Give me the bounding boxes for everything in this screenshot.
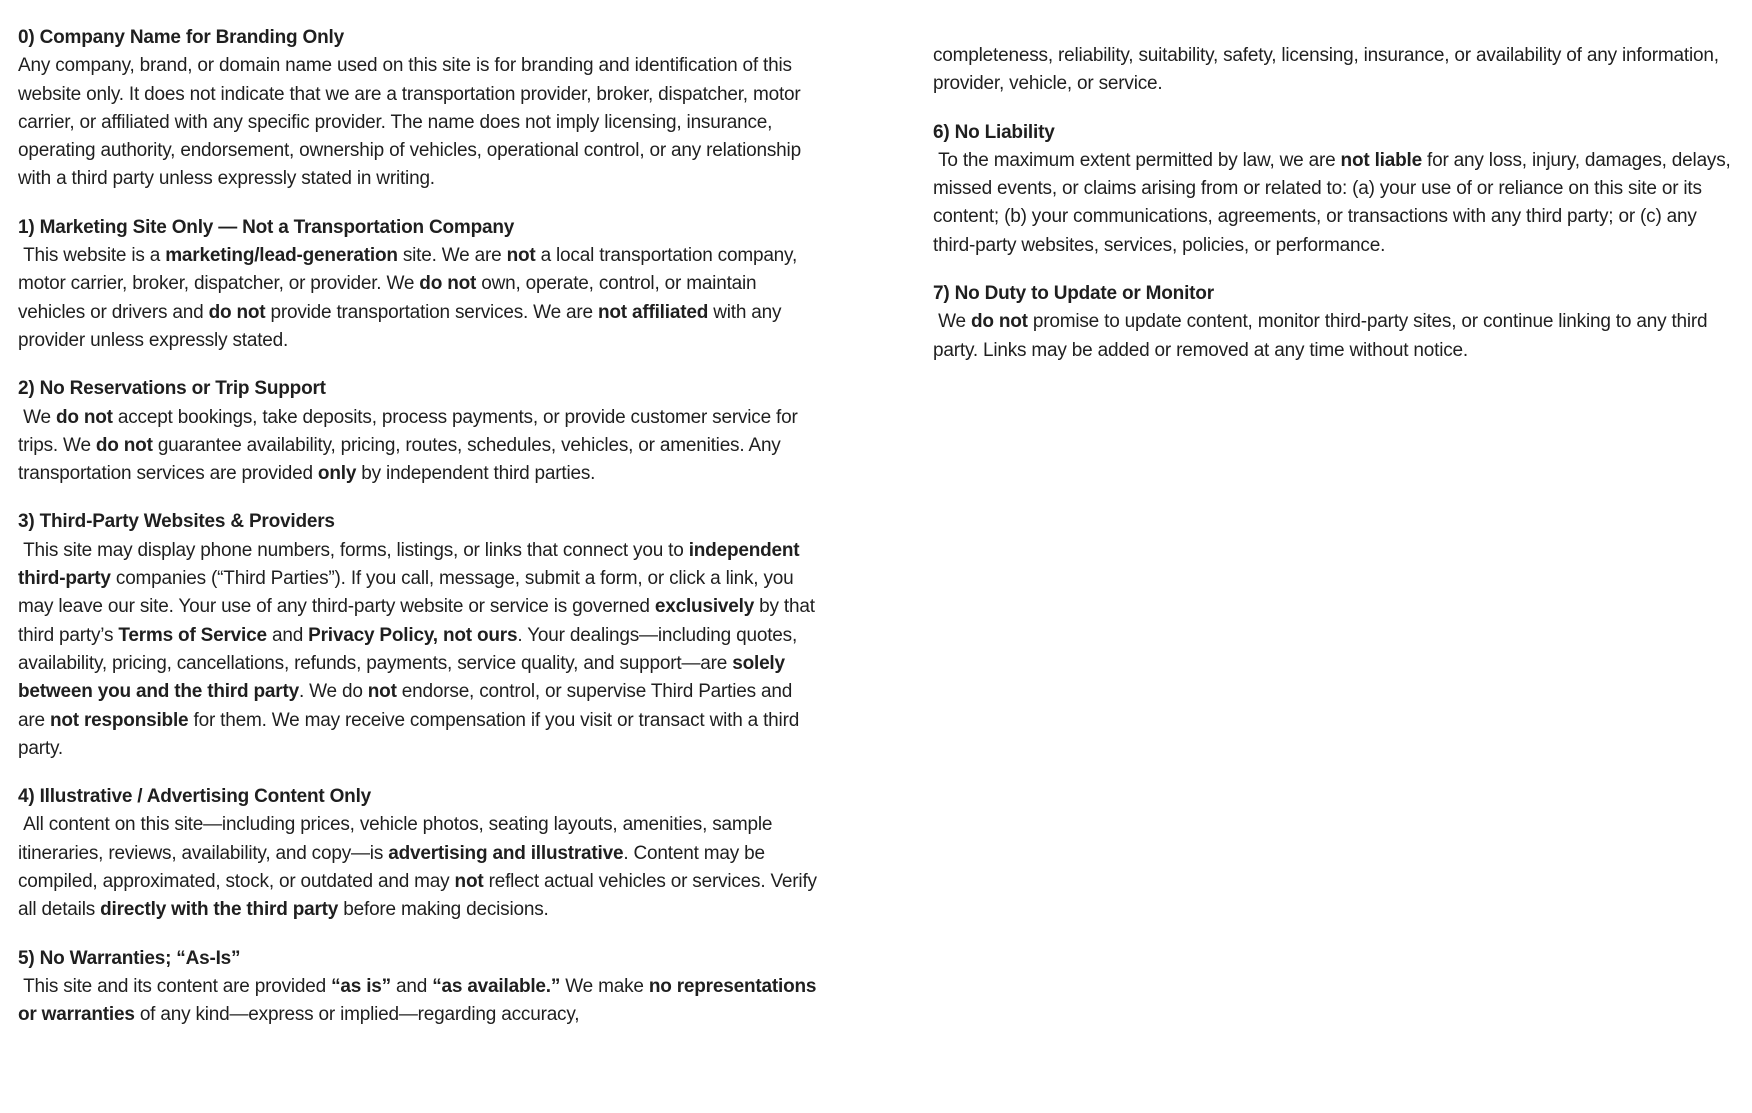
disclaimer-section [18,375,823,488]
text-segment: All content on this site—including prices, vehicle photos, seating layouts, amenities, sample itineraries, reviews, availability, and copy—is [18,814,778,864]
disclaimer-section [18,783,823,924]
section-paragraph [18,404,823,489]
bold-text-segment: do not [208,301,266,323]
text-segment: before making decisions. [338,899,549,921]
disclaimer-section [18,945,823,1030]
text-segment: This website is a [18,245,166,267]
bold-text-segment: Privacy Policy, [308,624,438,646]
section-heading: 1) Marketing Site Only — Not a Transportation Company [18,216,515,238]
bold-text-segment: not [506,245,536,267]
bold-text-segment: not [367,681,397,703]
bold-text-segment: no representations or warranties [18,975,822,1026]
column-left [18,24,823,1030]
bold-text-segment: not liable [1340,149,1422,171]
text-segment: by that third party’s [18,596,820,646]
section-paragraph [18,242,823,355]
text-segment: with any provider unless expressly stated. [18,301,787,351]
section-paragraph-continued [933,42,1738,99]
bold-text-segment: “as is” [331,975,391,997]
section-heading: 0) Company Name for Branding Only [18,27,344,48]
section-heading: 3) Third-Party Websites & Providers [18,511,335,533]
bold-text-segment: solely between you and the third party [18,652,790,703]
text-segment: accept bookings, take deposits, process payments, or provide customer service for trips. We [18,406,803,456]
bold-text-segment: do not [95,434,153,456]
section-heading: 6) No Liability [933,121,1055,143]
text-segment: . Your dealings—including quotes, availability, pricing, cancellations, refunds, payments, service quality, and support—are [18,624,803,674]
bold-text-segment: exclusively [654,596,755,618]
text-segment: for them. We may receive compensation if you visit or transact with a third party. [18,709,805,759]
bold-text-segment: Terms of Service [118,624,267,646]
bold-text-segment: “as available.” [432,975,561,997]
section-heading: 5) No Warranties; “As-Is” [18,947,241,969]
text-segment: own, operate, control, or maintain vehicles or drivers and [18,273,762,323]
bold-text-segment: do not [419,273,477,295]
section-paragraph [18,537,823,763]
bold-text-segment: do not [55,406,113,428]
text-segment: . Content may be compiled, approximated, stock, or outdated and may [18,842,770,893]
text-segment: We make [560,975,649,997]
disclaimer-section [933,119,1738,260]
section-heading: 2) No Reservations or Trip Support [18,378,326,400]
disclaimer-section [933,42,1738,99]
bold-text-segment: marketing/lead-generation [165,245,398,267]
text-segment: This site may display phone numbers, forms, listings, or links that connect you to [18,539,689,561]
text-segment: We [933,311,971,333]
bold-text-segment: advertising and illustrative [388,842,624,864]
bold-text-segment: do not [970,311,1028,333]
bold-text-segment: directly with the third party [100,899,339,921]
text-segment: guarantee availability, pricing, routes, schedules, vehicles, or amenities. Any transportation services are provided [18,434,786,485]
disclaimer-section [933,280,1738,365]
bold-text-segment: independent third-party [18,539,805,590]
text-segment: and [266,624,309,646]
bold-text-segment: not responsible [49,709,189,731]
text-segment: companies (“Third Parties”). If you call, message, submit a form, or click a link, you may leave our site. Your use of any third-party website or service is governed [18,568,799,618]
text-segment: . We do [298,681,368,703]
text-segment: promise to update content, monitor third-party sites, or continue linking to any third party. Links may be added or removed at any time without notice. [933,311,1713,361]
text-segment: and [390,975,433,997]
section-paragraph [933,308,1738,365]
bold-text-segment: not [454,871,484,893]
text-segment: of any kind—express or implied—regarding accuracy, [134,1004,580,1026]
bold-text-segment: not ours [442,624,518,646]
text-segment: We [18,406,56,428]
text-segment: endorse, control, or supervise Third Parties and are [18,681,798,731]
section-heading: 4) Illustrative / Advertising Content Only [18,786,372,808]
text-segment: provide transportation services. We are [265,301,598,323]
text-segment: site. We are [397,245,507,267]
text-segment: by independent third parties. [356,463,596,485]
section-paragraph [18,973,823,1030]
column-right [933,24,1738,365]
bold-text-segment: only [317,463,357,485]
text-segment: a local transportation company, motor carrier, broker, dispatcher, or provider. We [18,245,803,295]
text-segment: This site and its content are provided [18,975,332,997]
text-segment: reflect actual vehicles or services. Verify all details [18,871,822,921]
text-segment: To the maximum extent permitted by law, we are [933,149,1341,171]
disclaimer-section [18,24,823,194]
text-segment: Any company, brand, or domain name used on this site is for branding and identification of this website only. It does not indicate that we are a transportation provider, broker, dispatcher, motor carrier, or affiliated with any specific provider. The name does not imply licensing, insurance, operating authority, endorsement, ownership of vehicles, operational control, or any relationship with a third party unless expressly stated in writing. [18,55,807,190]
text-segment: for any loss, injury, damages, delays, missed events, or claims arising from or related to: (a) your use of or reliance on this site or its content; (b) your communications, agreements, or transactions with any third party; or (c) any third-party websites, services, policies, or performance. [933,149,1736,256]
section-paragraph [933,147,1738,260]
bold-text-segment: not affiliated [597,301,709,323]
section-paragraph [18,52,823,193]
section-heading: 7) No Duty to Update or Monitor [933,283,1214,305]
disclaimer-section [18,214,823,355]
section-paragraph [18,811,823,924]
disclaimer-section [18,508,823,763]
text-segment: completeness, reliability, suitability, safety, licensing, insurance, or availability of any information, provider, vehicle, or service. [933,45,1724,95]
